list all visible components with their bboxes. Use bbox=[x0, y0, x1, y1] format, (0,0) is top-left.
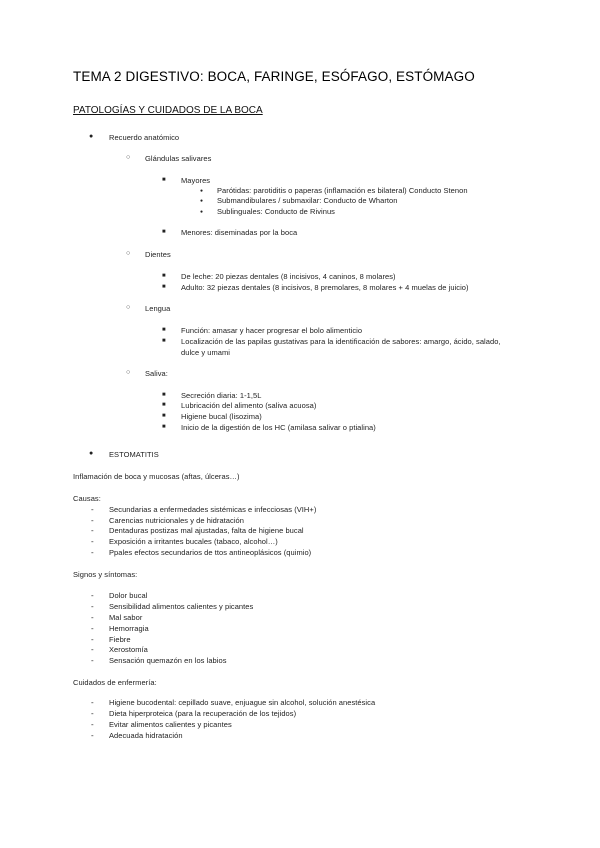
dash-bullet: - bbox=[91, 526, 94, 535]
anatomy-heading: Recuerdo anatómico bbox=[109, 133, 180, 142]
dash-bullet: - bbox=[91, 613, 94, 622]
bullet-level3: ■ bbox=[162, 229, 166, 235]
menores-item: Menores: diseminadas por la boca bbox=[181, 228, 298, 237]
list-item: Carencias nutricionales y de hidratación bbox=[109, 516, 244, 525]
dash-bullet: - bbox=[91, 548, 94, 557]
list-item: Adecuada hidratación bbox=[109, 731, 183, 740]
estomatitis-definition: Inflamación de boca y mucosas (aftas, úlceras…) bbox=[73, 472, 240, 481]
dash-bullet: - bbox=[91, 656, 94, 665]
mayores-label: Mayores bbox=[181, 176, 211, 185]
bullet-level3: ■ bbox=[162, 177, 166, 183]
dash-bullet: - bbox=[91, 505, 94, 514]
bullet-level1: ● bbox=[89, 450, 94, 457]
bullet-level3: ■ bbox=[162, 413, 166, 419]
list-item: Ppales efectos secundarios de ttos antineoplásicos (quimio) bbox=[109, 548, 312, 557]
list-item: Inicio de la digestión de los HC (amilasa salivar o ptialina) bbox=[181, 423, 376, 432]
list-item: De leche: 20 piezas dentales (8 incisivos, 4 caninos, 8 molares) bbox=[181, 272, 396, 281]
bullet-level4: ● bbox=[200, 209, 204, 215]
list-item: Xerostomía bbox=[109, 645, 148, 654]
list-item: Evitar alimentos calientes y picantes bbox=[109, 720, 232, 729]
list-item: Higiene bucodental: cepillado suave, enjuague sin alcohol, solución anestésica bbox=[109, 698, 376, 707]
bullet-level4: ● bbox=[200, 188, 204, 194]
dash-bullet: - bbox=[91, 602, 94, 611]
dash-bullet: - bbox=[91, 698, 94, 707]
list-item: Hemorragia bbox=[109, 624, 149, 633]
bullet-level3: ■ bbox=[162, 327, 166, 333]
list-item: Dentaduras postizas mal ajustadas, falta de higiene bucal bbox=[109, 526, 304, 535]
bullet-level2: ○ bbox=[126, 369, 131, 376]
bullet-level3: ■ bbox=[162, 284, 166, 290]
cuidados-label: Cuidados de enfermería: bbox=[73, 678, 157, 687]
dash-bullet: - bbox=[91, 635, 94, 644]
list-item: Submandibulares / submaxilar: Conducto de Wharton bbox=[217, 196, 398, 205]
list-item: Secundarias a enfermedades sistémicas e infecciosas (VIH+) bbox=[109, 505, 317, 514]
list-item: Secreción diaria: 1-1,5L bbox=[181, 391, 262, 400]
estomatitis-heading: ESTOMATITIS bbox=[109, 450, 159, 459]
bullet-level3: ■ bbox=[162, 273, 166, 279]
dash-bullet: - bbox=[91, 645, 94, 654]
list-item: Dolor bucal bbox=[109, 591, 148, 600]
list-item: Adulto: 32 piezas dentales (8 incisivos, 8 premolares, 8 molares + 4 muelas de juicio) bbox=[181, 283, 469, 292]
list-item: Higiene bucal (lisozima) bbox=[181, 412, 262, 421]
bullet-level3: ■ bbox=[162, 402, 166, 408]
bullet-level2: ○ bbox=[126, 304, 131, 311]
dash-bullet: - bbox=[91, 624, 94, 633]
bullet-level3: ■ bbox=[162, 424, 166, 430]
dash-bullet: - bbox=[91, 709, 94, 718]
bullet-level3: ■ bbox=[162, 392, 166, 398]
dash-bullet: - bbox=[91, 731, 94, 740]
bullet-level2: ○ bbox=[126, 250, 131, 257]
lengua-label: Lengua bbox=[145, 304, 171, 313]
saliva-label: Saliva: bbox=[145, 369, 168, 378]
bullet-level3: ■ bbox=[162, 338, 166, 344]
list-item: Función: amasar y hacer progresar el bolo alimenticio bbox=[181, 326, 363, 335]
list-item: Sensación quemazón en los labios bbox=[109, 656, 227, 665]
list-item: Mal sabor bbox=[109, 613, 143, 622]
bullet-level4: ● bbox=[200, 198, 204, 204]
list-item-continuation: dulce y umami bbox=[181, 348, 231, 357]
list-item: Parótidas: parotiditis o paperas (inflamación es bilateral) Conducto Stenon bbox=[217, 186, 468, 195]
bullet-level2: ○ bbox=[126, 154, 131, 161]
dash-bullet: - bbox=[91, 720, 94, 729]
page-title: TEMA 2 DIGESTIVO: BOCA, FARINGE, ESÓFAGO, ESTÓMAGO bbox=[73, 69, 475, 84]
section-subtitle: PATOLOGÍAS Y CUIDADOS DE LA BOCA bbox=[73, 105, 263, 116]
signos-label: Signos y síntomas: bbox=[73, 570, 138, 579]
causas-label: Causas: bbox=[73, 494, 101, 503]
dientes-label: Dientes bbox=[145, 250, 171, 259]
list-item: Fiebre bbox=[109, 635, 131, 644]
list-item: Exposición a irritantes bucales (tabaco, alcohol…) bbox=[109, 537, 278, 546]
glands-label: Glándulas salivares bbox=[145, 154, 212, 163]
dash-bullet: - bbox=[91, 591, 94, 600]
list-item: Lubricación del alimento (saliva acuosa) bbox=[181, 401, 317, 410]
list-item: Localización de las papilas gustativas para la identificación de sabores: amargo, ácido, salado, bbox=[181, 337, 501, 346]
list-item: Sensibilidad alimentos calientes y picantes bbox=[109, 602, 254, 611]
list-item: Dieta hiperproteica (para la recuperación de los tejidos) bbox=[109, 709, 297, 718]
dash-bullet: - bbox=[91, 537, 94, 546]
bullet-level1: ● bbox=[89, 133, 94, 140]
list-item: Sublinguales: Conducto de Rivinus bbox=[217, 207, 335, 216]
dash-bullet: - bbox=[91, 516, 94, 525]
